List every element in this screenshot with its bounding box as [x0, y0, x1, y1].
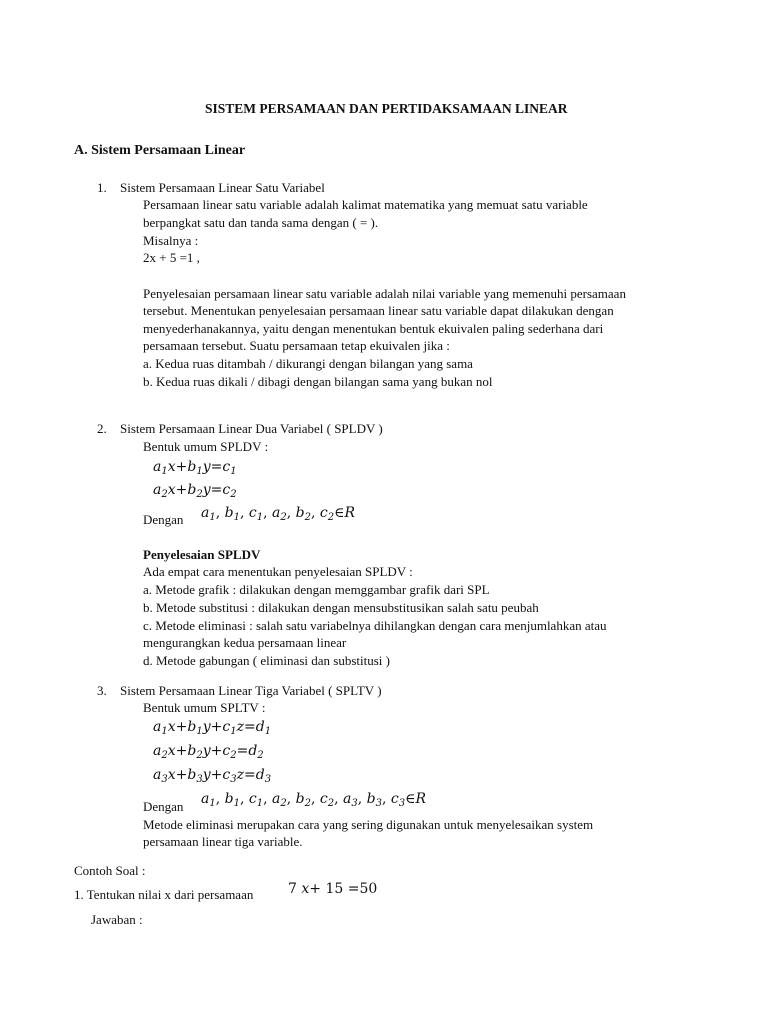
section-a-heading: A. Sistem Persamaan Linear	[74, 143, 246, 158]
spltv-eq2: $a_2x+b_2y+c_2=d_2$	[153, 743, 264, 761]
item1-heading: Sistem Persamaan Linear Satu Variabel	[120, 180, 325, 195]
item1-para: persamaan tersebut. Suatu persamaan tetap ekuivalen jika :	[143, 338, 450, 353]
item1-line: Persamaan linear satu variable adalah kalimat matematika yang memuat satu variable	[143, 197, 588, 212]
contoh-equation: 7 x+ 15 =50	[288, 881, 378, 897]
jawaban-label: Jawaban :	[91, 912, 143, 927]
item2-bentuk: Bentuk umum SPLDV :	[143, 439, 269, 454]
item3-heading: Sistem Persamaan Linear Tiga Variabel ( SPLTV )	[120, 683, 382, 698]
item3-dengan: Dengan	[143, 799, 184, 814]
item1-para: b. Kedua ruas dikali / dibagi dengan bilangan sama yang bukan nol	[143, 374, 493, 389]
spltv-eq1: $a_1x+b_1y+c_1z=d_1$	[153, 719, 272, 737]
item3-line: Metode eliminasi merupakan cara yang sering digunakan untuk menyelesaikan system	[143, 817, 594, 832]
item3-line: persamaan linear tiga variable.	[143, 834, 303, 849]
item1-line: Misalnya :	[143, 233, 199, 248]
spldv-eq2: $a_2x+b_2y=c_2$	[153, 482, 237, 500]
item2-line: d. Metode gabungan ( eliminasi dan substitusi )	[143, 653, 390, 668]
item2-line: b. Metode substitusi : dilakukan dengan mensubstitusikan salah satu peubah	[143, 600, 539, 615]
contoh-question-1: 1. Tentukan nilai x dari persamaan	[74, 887, 254, 902]
spltv-domain: $a_1$, $b_1$, $c_1$, $a_2$, $b_2$, $c_2$, $a_3$, $b_3$, $c_3\in R$	[201, 791, 427, 809]
item2-line: c. Metode eliminasi : salah satu variabelnya dihilangkan dengan cara menjumlahkan atau	[143, 618, 607, 633]
contoh-label: Contoh Soal :	[74, 863, 146, 878]
item3-bentuk: Bentuk umum SPLTV :	[143, 700, 266, 715]
item2-number: 2.	[97, 421, 107, 436]
item1-number: 1.	[97, 180, 107, 195]
spldv-subheading: Penyelesaian SPLDV	[143, 547, 261, 562]
page-title: SISTEM PERSAMAAN DAN PERTIDAKSAMAAN LINEAR	[205, 101, 568, 116]
item3-number: 3.	[97, 683, 107, 698]
item1-example: 2x + 5 =1 ,	[143, 250, 200, 265]
spldv-eq1: $a_1x+b_1y=c_1$	[153, 459, 237, 477]
item1-line: berpangkat satu dan tanda sama dengan ( = ).	[143, 215, 379, 230]
item2-heading: Sistem Persamaan Linear Dua Variabel ( SPLDV )	[120, 421, 383, 436]
item1-para: menyederhanakannya, yaitu dengan menentukan bentuk ekuivalen paling sederhana dari	[143, 321, 604, 336]
spltv-eq3: $a_3x+b_3y+c_3z=d_3$	[153, 767, 272, 785]
item2-line: Ada empat cara menentukan penyelesaian SPLDV :	[143, 564, 413, 579]
item2-line: a. Metode grafik : dilakukan dengan memggambar grafik dari SPL	[143, 582, 490, 597]
item1-para: tersebut. Menentukan penyelesaian persamaan linear satu variable dapat dilakukan dengan	[143, 303, 614, 318]
item2-line: mengurangkan kedua persamaan linear	[143, 635, 347, 650]
spldv-domain: $a_1$, $b_1$, $c_1$, $a_2$, $b_2$, $c_2\in R$	[201, 505, 356, 523]
item1-para: Penyelesaian persamaan linear satu variable adalah nilai variable yang memenuhi persamaan	[143, 286, 626, 301]
item2-dengan: Dengan	[143, 512, 184, 527]
item1-para: a. Kedua ruas ditambah / dikurangi dengan bilangan yang sama	[143, 356, 473, 371]
